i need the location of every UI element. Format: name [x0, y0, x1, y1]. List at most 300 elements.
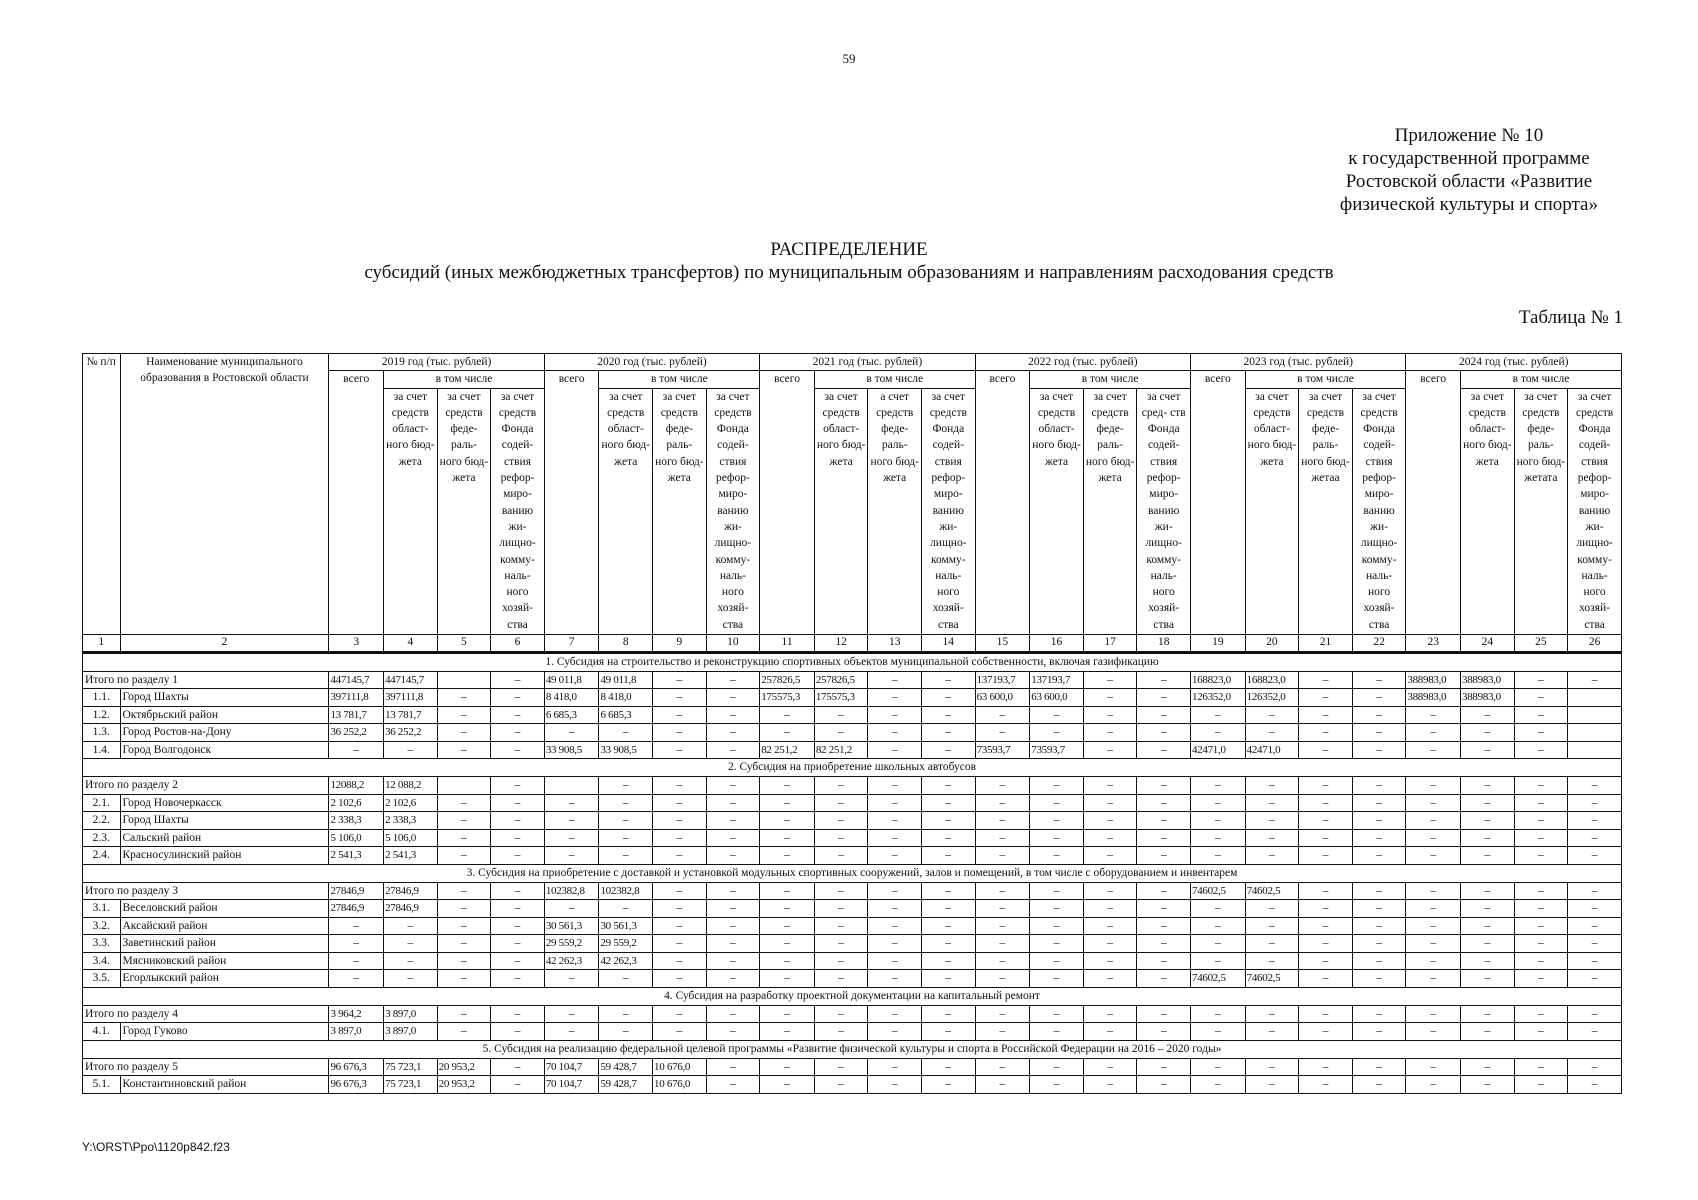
value-cell: – [1137, 847, 1191, 865]
row-name: Итого по разделу 2 [83, 777, 329, 795]
section-title: 2. Субсидия на приобретение школьных автобусов [83, 759, 1622, 777]
value-cell: – [1568, 970, 1622, 988]
value-cell: – [975, 1076, 1030, 1094]
header-incl: в том числе [1030, 371, 1191, 388]
value-cell: 27846,9 [384, 882, 438, 900]
value-cell: – [437, 882, 491, 900]
value-cell: – [1352, 1058, 1406, 1076]
value-cell: – [653, 1023, 707, 1041]
value-cell: 388983,0 [1461, 671, 1515, 689]
value-cell: – [544, 724, 599, 742]
value-cell: – [1514, 794, 1568, 812]
value-cell: 63 600,0 [975, 689, 1030, 707]
value-cell: – [1030, 952, 1084, 970]
value-cell: – [544, 812, 599, 830]
value-cell: – [1352, 741, 1406, 759]
value-cell: 27846,9 [384, 900, 438, 918]
value-cell: – [706, 900, 760, 918]
value-cell: – [1137, 900, 1191, 918]
column-number: 16 [1030, 634, 1084, 652]
value-cell: – [706, 671, 760, 689]
value-cell: 30 561,3 [544, 917, 599, 935]
header-federal: за счет средств феде- раль- ного бюд- жетаа [1299, 388, 1353, 634]
value-cell: – [1352, 706, 1406, 724]
value-cell: – [653, 882, 707, 900]
value-cell: – [868, 1058, 922, 1076]
value-cell: – [1137, 917, 1191, 935]
section-title-row [83, 864, 1622, 882]
value-cell: – [1299, 1023, 1353, 1041]
value-cell: – [1461, 777, 1515, 795]
row-number: 1.3. [83, 724, 121, 742]
value-cell: – [1191, 706, 1246, 724]
value-cell: – [491, 671, 545, 689]
value-cell: – [1514, 917, 1568, 935]
value-cell: – [384, 741, 438, 759]
value-cell: – [975, 935, 1030, 953]
value-cell: – [706, 1076, 760, 1094]
value-cell: – [1083, 847, 1137, 865]
value-cell: – [599, 724, 653, 742]
value-cell: – [1245, 812, 1299, 830]
value-cell: – [653, 917, 707, 935]
value-cell: – [1083, 900, 1137, 918]
value-cell: – [706, 777, 760, 795]
value-cell: – [384, 917, 438, 935]
value-cell: – [1461, 812, 1515, 830]
value-cell: – [1406, 706, 1461, 724]
value-cell: – [491, 689, 545, 707]
value-cell: 12088,2 [329, 777, 384, 795]
value-cell: – [329, 970, 384, 988]
header-num: № п/п [83, 354, 121, 635]
value-cell: – [599, 970, 653, 988]
value-cell: 63 600,0 [1030, 689, 1084, 707]
header-fund: за счет средств Фонда содей- ствия рефор- миро- ванию жи- лищно- комму- наль- ного хозяй- ства [1352, 388, 1406, 634]
header-total: всего [975, 371, 1030, 634]
row-number: 2.1. [83, 794, 121, 812]
value-cell: – [814, 970, 868, 988]
value-cell: – [814, 917, 868, 935]
value-cell: – [1245, 706, 1299, 724]
value-cell: – [814, 1023, 868, 1041]
value-cell: – [599, 794, 653, 812]
value-cell: – [921, 952, 975, 970]
value-cell: 102382,8 [599, 882, 653, 900]
value-cell: – [491, 1005, 545, 1023]
row-name: Веселовский район [120, 900, 329, 918]
value-cell: 82 251,2 [814, 741, 868, 759]
value-cell: – [1299, 689, 1353, 707]
value-cell: – [868, 952, 922, 970]
value-cell: – [1514, 1005, 1568, 1023]
value-cell: – [1030, 1076, 1084, 1094]
section-title-row [83, 987, 1622, 1005]
value-cell: – [814, 1076, 868, 1094]
value-cell: 33 908,5 [599, 741, 653, 759]
value-cell: – [1299, 812, 1353, 830]
value-cell: – [921, 671, 975, 689]
value-cell: – [1030, 970, 1084, 988]
value-cell: – [1083, 970, 1137, 988]
value-cell: 257826,5 [814, 671, 868, 689]
value-cell: – [1137, 741, 1191, 759]
value-cell: – [868, 882, 922, 900]
value-cell: – [1352, 812, 1406, 830]
document-title: РАСПРЕДЕЛЕНИЕ [770, 239, 928, 260]
value-cell: 10 676,0 [653, 1058, 707, 1076]
value-cell: 73593,7 [975, 741, 1030, 759]
value-cell: 6 685,3 [599, 706, 653, 724]
value-cell: – [814, 724, 868, 742]
value-cell: – [1083, 794, 1137, 812]
value-cell: – [653, 1005, 707, 1023]
column-number: 1 [83, 634, 121, 652]
value-cell: – [921, 829, 975, 847]
value-cell: – [544, 847, 599, 865]
value-cell: – [1299, 724, 1353, 742]
value-cell: – [329, 917, 384, 935]
row-name: Итого по разделу 3 [83, 882, 329, 900]
value-cell: 96 676,3 [329, 1076, 384, 1094]
value-cell: – [868, 1005, 922, 1023]
appendix-line: Ростовской области «Развитие [1345, 171, 1593, 192]
value-cell: – [1352, 671, 1406, 689]
value-cell: 30 561,3 [599, 917, 653, 935]
value-cell: – [1245, 829, 1299, 847]
value-cell: – [599, 900, 653, 918]
row-name: Город Шахты [120, 812, 329, 830]
value-cell: – [1245, 935, 1299, 953]
table-row [83, 900, 1622, 918]
row-name: Итого по разделу 4 [83, 1005, 329, 1023]
value-cell: 42471,0 [1245, 741, 1299, 759]
header-incl: в том числе [1245, 371, 1406, 388]
value-cell: – [975, 1058, 1030, 1076]
value-cell: 13 781,7 [384, 706, 438, 724]
value-cell: – [1352, 1076, 1406, 1094]
value-cell: – [1191, 900, 1246, 918]
value-cell: – [706, 706, 760, 724]
value-cell: – [1245, 952, 1299, 970]
value-cell: – [814, 777, 868, 795]
value-cell: 8 418,0 [599, 689, 653, 707]
value-cell: – [653, 935, 707, 953]
row-number: 3.1. [83, 900, 121, 918]
section-title-row [83, 1040, 1622, 1058]
value-cell: – [437, 952, 491, 970]
table-row [83, 1023, 1622, 1041]
value-cell: – [921, 1023, 975, 1041]
header-total: всего [329, 371, 384, 634]
value-cell: 27846,9 [329, 882, 384, 900]
value-cell: – [1299, 1005, 1353, 1023]
header-regional: за счет средств област- ного бюд- жета [1461, 388, 1515, 634]
value-cell: 75 723,1 [384, 1058, 438, 1076]
value-cell: – [1514, 689, 1568, 707]
value-cell: – [1191, 847, 1246, 865]
value-cell: – [1137, 935, 1191, 953]
column-number: 19 [1191, 634, 1246, 652]
value-cell: – [437, 970, 491, 988]
value-cell: – [760, 917, 815, 935]
table-row [83, 1076, 1622, 1094]
value-cell: – [491, 741, 545, 759]
value-cell: – [599, 812, 653, 830]
value-cell: 29 559,2 [599, 935, 653, 953]
value-cell: – [437, 724, 491, 742]
value-cell: 126352,0 [1245, 689, 1299, 707]
row-name: Константиновский район [120, 1076, 329, 1094]
header-regional: за счет средств област- ного бюд- жета [599, 388, 653, 634]
value-cell: – [760, 882, 815, 900]
value-cell: – [760, 1005, 815, 1023]
value-cell: – [1514, 706, 1568, 724]
value-cell: 36 252,2 [329, 724, 384, 742]
value-cell: – [868, 812, 922, 830]
value-cell: – [975, 777, 1030, 795]
value-cell: – [1030, 900, 1084, 918]
value-cell: – [491, 777, 545, 795]
value-cell: – [975, 970, 1030, 988]
value-cell: – [1406, 794, 1461, 812]
value-cell: – [1406, 1058, 1461, 1076]
value-cell: – [437, 1023, 491, 1041]
value-cell: – [760, 724, 815, 742]
value-cell: – [1245, 1023, 1299, 1041]
value-cell: – [329, 952, 384, 970]
table-row [83, 952, 1622, 970]
row-number: 2.3. [83, 829, 121, 847]
value-cell: – [491, 706, 545, 724]
value-cell: – [868, 847, 922, 865]
value-cell: – [1461, 1076, 1515, 1094]
value-cell: – [1030, 794, 1084, 812]
column-number: 18 [1137, 634, 1191, 652]
value-cell: – [1191, 777, 1246, 795]
value-cell: – [760, 847, 815, 865]
value-cell: – [1514, 1058, 1568, 1076]
value-cell: – [1461, 706, 1515, 724]
value-cell: – [1030, 1005, 1084, 1023]
value-cell: – [1030, 882, 1084, 900]
value-cell: – [1352, 1023, 1406, 1041]
value-cell: 2 338,3 [384, 812, 438, 830]
value-cell: 3 964,2 [329, 1005, 384, 1023]
value-cell: – [1568, 935, 1622, 953]
row-name: Красносулинский район [120, 847, 329, 865]
value-cell: – [706, 935, 760, 953]
value-cell: – [1514, 970, 1568, 988]
value-cell: – [1406, 917, 1461, 935]
value-cell: – [706, 1005, 760, 1023]
value-cell: – [1299, 935, 1353, 953]
value-cell: – [1461, 1023, 1515, 1041]
value-cell: – [437, 847, 491, 865]
value-cell: – [1514, 1023, 1568, 1041]
row-name: Город Гуково [120, 1023, 329, 1041]
value-cell: – [1461, 829, 1515, 847]
value-cell: – [760, 935, 815, 953]
column-number: 3 [329, 634, 384, 652]
value-cell: – [1137, 1023, 1191, 1041]
value-cell: – [1352, 882, 1406, 900]
header-federal: за счет средств феде- раль- ного бюд- жетата [1514, 388, 1568, 634]
value-cell: – [1245, 1005, 1299, 1023]
value-cell: – [1191, 812, 1246, 830]
value-cell: 96 676,3 [329, 1058, 384, 1076]
value-cell: – [1461, 935, 1515, 953]
value-cell: – [653, 777, 707, 795]
value-cell: – [975, 829, 1030, 847]
value-cell: – [437, 794, 491, 812]
header-total: всего [760, 371, 815, 634]
value-cell: – [1191, 724, 1246, 742]
column-number: 10 [706, 634, 760, 652]
value-cell: – [1568, 847, 1622, 865]
value-cell: – [491, 724, 545, 742]
header-name: Наименование муниципального образования в Ростовской области [120, 354, 329, 635]
value-cell: – [653, 847, 707, 865]
value-cell: – [975, 812, 1030, 830]
value-cell: – [706, 882, 760, 900]
value-cell: 74602,5 [1245, 882, 1299, 900]
value-cell: – [653, 900, 707, 918]
value-cell: – [329, 935, 384, 953]
value-cell: – [706, 970, 760, 988]
value-cell: – [1352, 970, 1406, 988]
value-cell: – [599, 1005, 653, 1023]
value-cell: – [1137, 794, 1191, 812]
value-cell: – [653, 689, 707, 707]
value-cell: 2 338,3 [329, 812, 384, 830]
column-number: 5 [437, 634, 491, 652]
value-cell [1568, 741, 1622, 759]
table-label: Таблица № 1 [1518, 307, 1623, 328]
value-cell: – [975, 794, 1030, 812]
value-cell: – [1137, 829, 1191, 847]
value-cell: – [384, 952, 438, 970]
value-cell: – [760, 794, 815, 812]
value-cell: – [921, 1076, 975, 1094]
value-cell: – [1083, 741, 1137, 759]
appendix-block [1340, 124, 1598, 216]
header-row-years [83, 354, 1622, 371]
value-cell: – [384, 970, 438, 988]
value-cell: – [491, 952, 545, 970]
value-cell: – [921, 741, 975, 759]
section-total-row [83, 1005, 1622, 1023]
page-number: 59 [842, 51, 856, 66]
value-cell: – [491, 812, 545, 830]
value-cell: – [1514, 935, 1568, 953]
value-cell: – [1030, 935, 1084, 953]
value-cell: – [1514, 882, 1568, 900]
value-cell: 388983,0 [1406, 689, 1461, 707]
value-cell: – [599, 777, 653, 795]
value-cell: – [760, 900, 815, 918]
value-cell: – [1406, 970, 1461, 988]
column-number: 14 [921, 634, 975, 652]
section-title-row [83, 759, 1622, 777]
row-number: 5.1. [83, 1076, 121, 1094]
value-cell: – [491, 970, 545, 988]
column-number-row [83, 634, 1622, 652]
value-cell: – [653, 724, 707, 742]
value-cell: – [1514, 812, 1568, 830]
value-cell: – [1030, 1023, 1084, 1041]
row-number: 2.2. [83, 812, 121, 830]
value-cell: – [1191, 1058, 1246, 1076]
value-cell: – [1030, 812, 1084, 830]
value-cell: – [1030, 847, 1084, 865]
value-cell: – [653, 970, 707, 988]
table-row [83, 917, 1622, 935]
value-cell: – [921, 724, 975, 742]
value-cell: – [814, 847, 868, 865]
column-number: 21 [1299, 634, 1353, 652]
value-cell: – [1245, 847, 1299, 865]
value-cell: – [1299, 741, 1353, 759]
value-cell: – [544, 1023, 599, 1041]
value-cell: – [921, 706, 975, 724]
value-cell: – [921, 917, 975, 935]
row-number: 2.4. [83, 847, 121, 865]
value-cell [1568, 706, 1622, 724]
value-cell: – [921, 935, 975, 953]
value-cell: – [1030, 706, 1084, 724]
value-cell: – [975, 1023, 1030, 1041]
header-incl: в том числе [814, 371, 975, 388]
value-cell: – [1137, 882, 1191, 900]
value-cell: 42 262,3 [599, 952, 653, 970]
value-cell: – [975, 917, 1030, 935]
header-regional: за счет средств област- ного бюд- жета [814, 388, 868, 634]
value-cell: – [1406, 900, 1461, 918]
value-cell: – [491, 1076, 545, 1094]
row-name: Город Ростов-на-Дону [120, 724, 329, 742]
value-cell: – [491, 829, 545, 847]
value-cell [544, 777, 599, 795]
section-title: 4. Субсидия на разработку проектной документации на капитальный ремонт [83, 987, 1622, 1005]
header-regional: за счет средств област- ного бюд- жета [1245, 388, 1299, 634]
row-number: 1.4. [83, 741, 121, 759]
value-cell [437, 777, 491, 795]
section-total-row [83, 777, 1622, 795]
column-number: 9 [653, 634, 707, 652]
value-cell: – [653, 671, 707, 689]
value-cell: – [814, 706, 868, 724]
value-cell: – [921, 777, 975, 795]
value-cell: 257826,5 [760, 671, 815, 689]
header-regional: за счет средств област- ного бюд- жета [1030, 388, 1084, 634]
value-cell: – [1461, 724, 1515, 742]
value-cell: – [1030, 829, 1084, 847]
value-cell: – [1568, 777, 1622, 795]
value-cell: – [921, 689, 975, 707]
value-cell: – [437, 741, 491, 759]
value-cell: – [814, 829, 868, 847]
value-cell: – [868, 777, 922, 795]
value-cell: – [975, 952, 1030, 970]
column-number: 7 [544, 634, 599, 652]
column-number: 13 [868, 634, 922, 652]
value-cell: 102382,8 [544, 882, 599, 900]
value-cell: 20 953,2 [437, 1058, 491, 1076]
value-cell: – [1191, 1076, 1246, 1094]
value-cell: 447145,7 [384, 671, 438, 689]
row-number: 3.3. [83, 935, 121, 953]
